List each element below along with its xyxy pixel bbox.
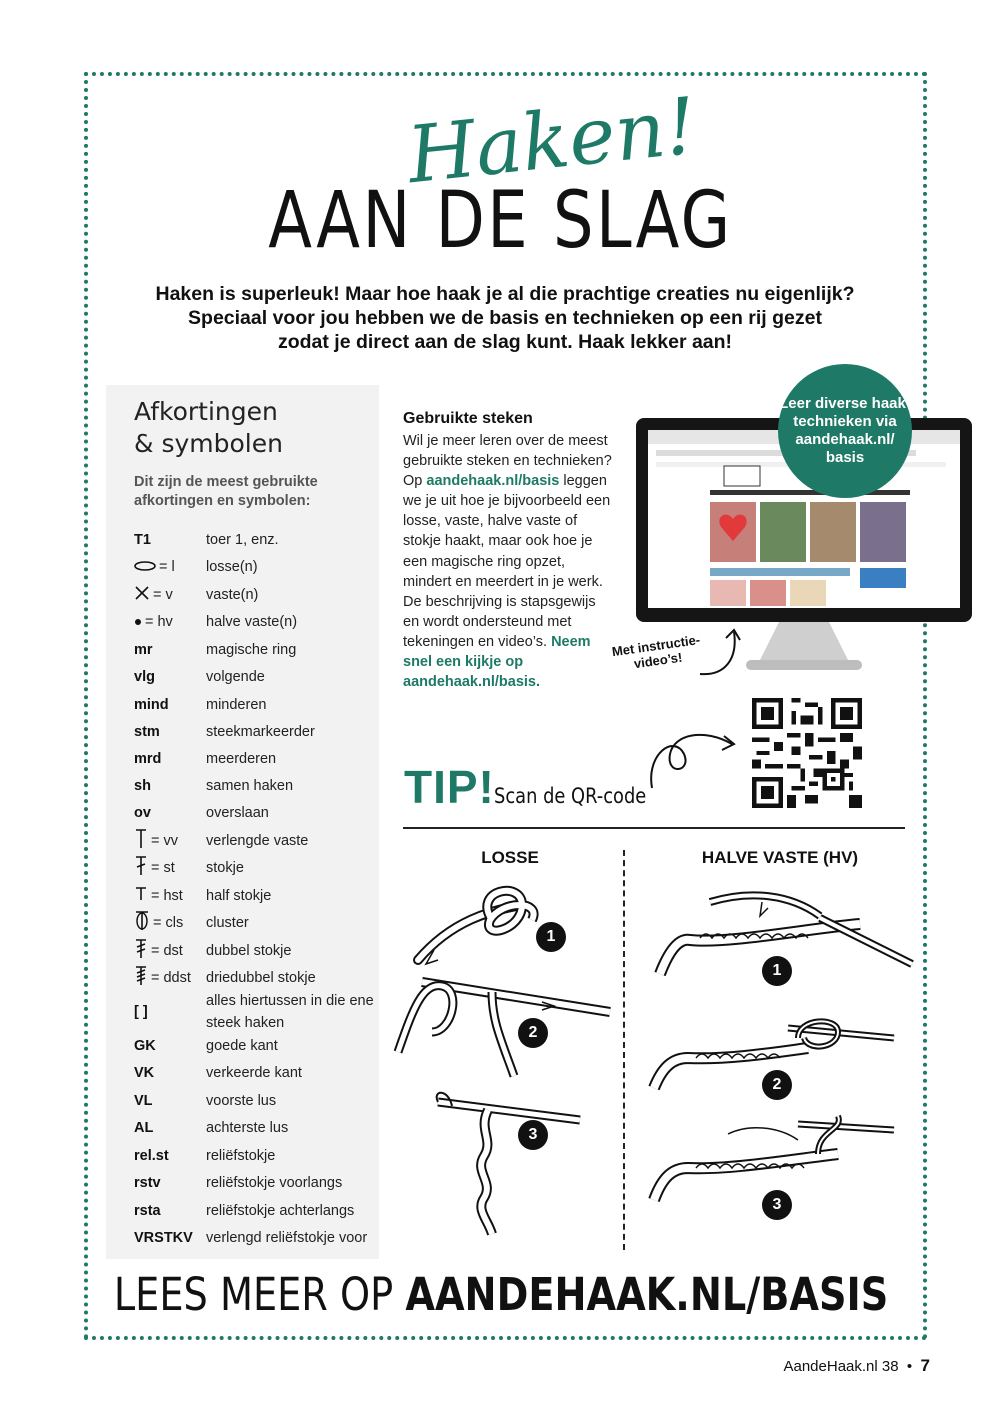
abbreviation-row: [134, 1034, 374, 1058]
stitches-cta[interactable]: Neem snel een kijkje op aandehaak.nl/basis.: [403, 633, 591, 691]
abbreviation-meaning: voorste lus: [206, 1093, 277, 1109]
abbreviation-code: sh: [134, 778, 151, 794]
abbreviation-row: [134, 583, 374, 607]
abbreviation-row: [134, 610, 374, 634]
abbreviation-meaning: verlengd reliëfstokje voor: [206, 1230, 368, 1246]
losse-step-3-illustration: [428, 1090, 588, 1236]
losse-title: LOSSE: [481, 848, 539, 867]
page-number: 7: [920, 1356, 930, 1375]
abbreviation-key: [134, 642, 206, 658]
tip-label: TIP!: [404, 761, 495, 813]
abbreviation-row: [134, 1226, 374, 1250]
footer-link[interactable]: AANDEHAAK.NL/BASIS: [405, 1268, 889, 1321]
step-badge: 2: [518, 1018, 548, 1048]
abbreviation-meaning: vaste(n): [206, 587, 259, 603]
abbreviation-row: [134, 528, 374, 552]
abbreviation-row: [134, 774, 374, 798]
abbreviation-meaning: meerderen: [206, 751, 277, 767]
abbreviation-key: [134, 1065, 206, 1081]
abbreviation-code: = l: [159, 559, 175, 575]
abbreviation-key: [134, 614, 206, 630]
abbreviation-code: stm: [134, 724, 160, 740]
losse-step-2-illustration: [392, 972, 614, 1082]
abbreviation-meaning: driedubbel stokje: [206, 970, 316, 986]
abbreviation-code: T1: [134, 532, 151, 548]
abbreviation-meaning: overslaan: [206, 805, 269, 821]
abbreviation-key: [134, 1038, 206, 1054]
stitches-link[interactable]: aandehaak.nl/basis: [426, 473, 560, 490]
abbreviation-code: VL: [134, 1093, 153, 1109]
abbreviation-meaning: dubbel stokje: [206, 943, 292, 959]
abbreviation-meaning: half stokje: [206, 888, 272, 904]
abbreviation-meaning: magische ring: [206, 642, 297, 658]
abbreviation-meaning: volgende: [206, 669, 265, 685]
page-footer: [750, 1356, 930, 1376]
abbreviation-row: [134, 747, 374, 771]
abbreviation-row: [134, 939, 374, 963]
abbreviation-code: AL: [134, 1120, 154, 1136]
step-badge: 1: [536, 922, 566, 952]
abbreviation-code: mind: [134, 697, 169, 713]
footer-callout: [77, 1268, 926, 1321]
abbreviation-key: [134, 805, 206, 821]
abbreviation-key: [134, 1148, 206, 1164]
abbreviation-row: [134, 801, 374, 825]
oval-icon: [134, 559, 156, 575]
abbreviation-meaning: achterste lus: [206, 1120, 289, 1136]
abbreviation-row: [134, 829, 374, 853]
abbreviation-row: [134, 856, 374, 880]
abbreviation-key: [134, 724, 206, 740]
abbreviation-key: [134, 1175, 206, 1191]
abbreviation-code: mr: [134, 642, 153, 658]
video-note: Met instructie-video’s!: [610, 631, 701, 672]
abbreviation-meaning: alles hiertussen in die ene steek haken: [206, 993, 374, 1031]
stitches-text-part: Wil je meer leren over de meest gebruikte steken en technieken? Op: [403, 433, 612, 490]
cluster-icon: [134, 910, 150, 936]
intro-text: [110, 282, 900, 354]
abbreviation-code: = hst: [151, 888, 183, 904]
losse-step-1-illustration: [412, 880, 612, 970]
abbreviation-code: [ ]: [134, 1004, 148, 1020]
abbreviation-meaning: minderen: [206, 697, 267, 713]
abbreviation-key: [134, 751, 206, 767]
page-title: AAN DE SLAG: [268, 176, 733, 266]
abbreviation-row: [134, 1144, 374, 1168]
step-badge: 1: [762, 956, 792, 986]
abbreviation-row: [134, 1171, 374, 1195]
abbreviation-meaning: samen haken: [206, 778, 294, 794]
abbreviation-code: = st: [151, 860, 175, 876]
abbreviation-key: [134, 828, 206, 854]
abbreviation-row: [134, 638, 374, 662]
dubbel-stokje-icon: [134, 938, 148, 964]
abbreviation-code: rsta: [134, 1203, 161, 1219]
abbreviation-key: [134, 778, 206, 794]
abbreviation-meaning: verlengde vaste: [206, 833, 309, 849]
abbreviation-code: = dst: [151, 943, 183, 959]
script-title-haken: [398, 81, 701, 202]
abbreviation-code: = v: [153, 587, 173, 603]
abbreviation-row: [134, 555, 374, 579]
abbreviation-code: vlg: [134, 669, 155, 685]
tip-text: Scan de QR-code: [494, 784, 647, 808]
abbreviation-key: [134, 585, 206, 605]
abbreviation-meaning: reliëfstokje achterlangs: [206, 1203, 355, 1219]
abbreviation-row: [134, 966, 374, 990]
swirl-arrow-icon: [644, 724, 744, 794]
abbreviation-key: [134, 559, 206, 575]
step-badge: 2: [762, 1070, 792, 1100]
script-title-text: Haken!: [403, 81, 701, 202]
abbreviation-key: [134, 1203, 206, 1219]
stitches-text-part: leggen we je uit hoe je bijvoorbeeld een losse, vaste, halve vaste of stokje haakt, maar ook hoe je een magische ring opzet, mindert en meerdert in je werk. De beschrijving is stapsgewijs en wordt ondersteund met tekeningen en video’s.: [403, 473, 611, 650]
column-divider: [623, 850, 625, 1250]
dot-icon: [134, 614, 142, 630]
abbreviation-row: [134, 884, 374, 908]
abbreviations-heading: [134, 396, 283, 460]
stitches-heading: Gebruikte steken: [403, 410, 533, 427]
abbreviation-key: [134, 669, 206, 685]
abbreviation-code: GK: [134, 1038, 156, 1054]
abbreviation-row: [134, 1089, 374, 1113]
abbreviation-key: [134, 910, 206, 936]
abbreviation-code: VK: [134, 1065, 155, 1081]
intro-line: Speciaal voor jou hebben we de basis en technieken op een rij gezet: [188, 307, 822, 329]
abbreviation-meaning: cluster: [206, 915, 249, 931]
abbreviation-key: [134, 1004, 206, 1020]
abbreviation-code: rstv: [134, 1175, 161, 1191]
abbreviation-code: = vv: [151, 833, 178, 849]
abbreviation-code: = ddst: [151, 970, 191, 986]
abbreviation-row: [134, 720, 374, 744]
abbreviation-key: [134, 938, 206, 964]
long-vaste-icon: [134, 828, 148, 854]
step-badge: 3: [518, 1120, 548, 1150]
abbreviations-heading-line: & symbolen: [134, 429, 283, 458]
abbreviation-meaning: stokje: [206, 860, 244, 876]
abbreviation-code: ov: [134, 805, 151, 821]
abbreviation-row: [134, 989, 374, 1035]
qr-code[interactable]: [752, 698, 862, 808]
abbreviation-code: = hv: [145, 614, 173, 630]
abbreviation-meaning: reliëfstokje: [206, 1148, 276, 1164]
abbreviation-row: [134, 911, 374, 935]
abbreviation-meaning: goede kant: [206, 1038, 278, 1054]
abbreviation-code: rel.st: [134, 1148, 169, 1164]
intro-line: zodat je direct aan de slag kunt. Haak lekker aan!: [277, 331, 733, 353]
halve-vaste-title: HALVE VASTE (HV): [701, 848, 859, 867]
stokje-icon: [134, 855, 148, 881]
abbreviation-key: [134, 965, 206, 991]
abbreviation-meaning: reliëfstokje voorlangs: [206, 1175, 343, 1191]
abbreviation-key: [134, 1120, 206, 1136]
abbreviation-key: [134, 697, 206, 713]
abbreviation-meaning: toer 1, enz.: [206, 532, 279, 548]
bullet: •: [906, 1358, 913, 1375]
divider: [403, 827, 905, 829]
abbreviation-row: [134, 1116, 374, 1140]
footer-prefix: LEES MEER OP: [113, 1268, 406, 1321]
abbreviation-code: VRSTKV: [134, 1230, 193, 1246]
half-stokje-icon: [134, 886, 148, 906]
abbreviation-meaning: losse(n): [206, 559, 258, 575]
abbreviation-row: [134, 1061, 374, 1085]
abbreviation-key: [134, 532, 206, 548]
promo-badge: Leer diverse haak-technieken via aandehaak.nl/ basis: [778, 364, 912, 498]
abbreviations-subtitle: Dit zijn de meest gebruikte afkortingen en symbolen:: [134, 474, 318, 509]
abbreviation-key: [134, 1093, 206, 1109]
abbreviations-heading-line: Afkortingen: [134, 397, 278, 426]
abbreviation-row: [134, 665, 374, 689]
abbreviation-key: [134, 855, 206, 881]
abbreviation-meaning: steekmarkeerder: [206, 724, 315, 740]
abbreviation-key: [134, 886, 206, 906]
abbreviation-row: [134, 1199, 374, 1223]
stitches-text: [403, 431, 613, 692]
cross-icon: [134, 585, 150, 605]
abbreviation-code: = cls: [153, 915, 184, 931]
intro-line: Haken is superleuk! Maar hoe haak je al die prachtige creaties nu eigenlijk?: [155, 283, 855, 305]
step-badge: 3: [762, 1190, 792, 1220]
abbreviation-meaning: verkeerde kant: [206, 1065, 302, 1081]
magazine-issue: AandeHaak.nl 38: [783, 1358, 899, 1375]
abbreviation-code: mrd: [134, 751, 162, 767]
abbreviation-key: [134, 1230, 206, 1246]
abbreviation-row: [134, 693, 374, 717]
driedubbel-stokje-icon: [134, 965, 148, 991]
abbreviation-meaning: halve vaste(n): [206, 614, 298, 630]
